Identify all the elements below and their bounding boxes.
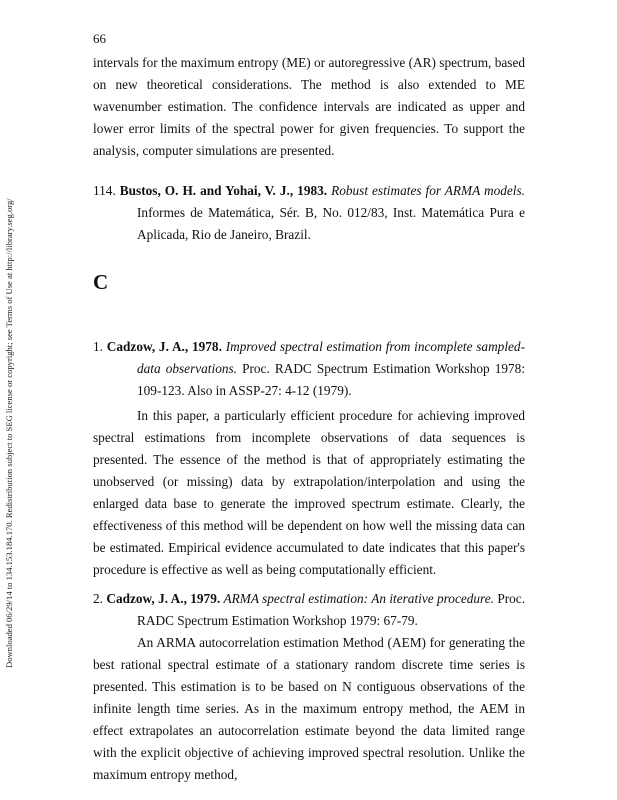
entry-abstract: An ARMA autocorrelation estimation Method (AEM) for generating the best rational spectral estimate of a stationary random discrete time series is presented. This estimation is to be based on N contiguous observations of the infinite length time series. As in the maximum entropy method, the AEM in effect extrapolates an autocorrelation estimate beyond the data limited range with the explicit objective of achieving improved spectral resolution. Unlike the maximum entropy method,: [93, 635, 525, 782]
entry-authors: Cadzow, J. A., 1978.: [106, 339, 222, 354]
entry-authors: Cadzow, J. A., 1979.: [106, 591, 221, 606]
entry-source: Informes de Matemática, Sér. B, No. 012/83, Inst. Matemática Pura e Aplicada, Rio de Janeiro, Brazil.: [137, 205, 525, 242]
continued-abstract-text: intervals for the maximum entropy (ME) or autoregressive (AR) spectrum, based on new theoretical considerations. The method is also extended to ME wavenumber estimation. The confidence intervals are indicated as upper and lower error limits of the spectral power for given frequencies. To support the analysis, computer simulations are presented.: [93, 55, 525, 158]
reference-entry-1: [93, 336, 525, 581]
entry-number: 114.: [93, 183, 116, 198]
reference-entry-2: [93, 588, 525, 786]
reference-citation: [93, 180, 525, 246]
reference-citation: [93, 588, 525, 632]
entry-authors: Bustos, O. H. and Yohai, V. J., 1983.: [119, 183, 328, 198]
reference-entry-114: [93, 180, 525, 246]
entry-number: 1.: [93, 339, 103, 354]
entry-title: Robust estimates for ARMA models.: [331, 183, 525, 198]
entry-title: Improved spectral estimation from incomplete sampled-data observations.: [137, 339, 525, 376]
page-number: 66: [93, 31, 106, 46]
entry-source: Proc. RADC Spectrum Estimation Workshop 1978: 109-123. Also in ASSP-27: 4-12 (1979).: [137, 361, 526, 398]
entry-source: Proc. RADC Spectrum Estimation Workshop 1979: 67-79.: [137, 591, 526, 628]
entry-title: ARMA spectral estimation: An iterative procedure.: [223, 591, 494, 606]
section-letter: C: [93, 270, 109, 294]
reference-citation: [93, 336, 525, 402]
continued-abstract: [93, 52, 525, 162]
download-notice: Downloaded 06/29/14 to 134.153.184.170. Redistribution subject to SEG license or copyright; see Terms of Use at http://library.seg.org/: [4, 198, 14, 668]
entry-number: 2.: [93, 591, 103, 606]
entry-abstract: In this paper, a particularly efficient procedure for achieving improved spectral estimations from incomplete observations of data sequences is presented. The essence of the method is that of appropriately estimating the unobserved (or missing) data by extrapolation/interpolation and using the enlarged data base to generate the improved spectrum estimate. Clearly, the effectiveness of this method will be dependent on how well the missing data can be estimated. Empirical evidence accumulated to date indicates that this paper's procedure is effective as well as being computationally efficient.: [93, 408, 525, 577]
